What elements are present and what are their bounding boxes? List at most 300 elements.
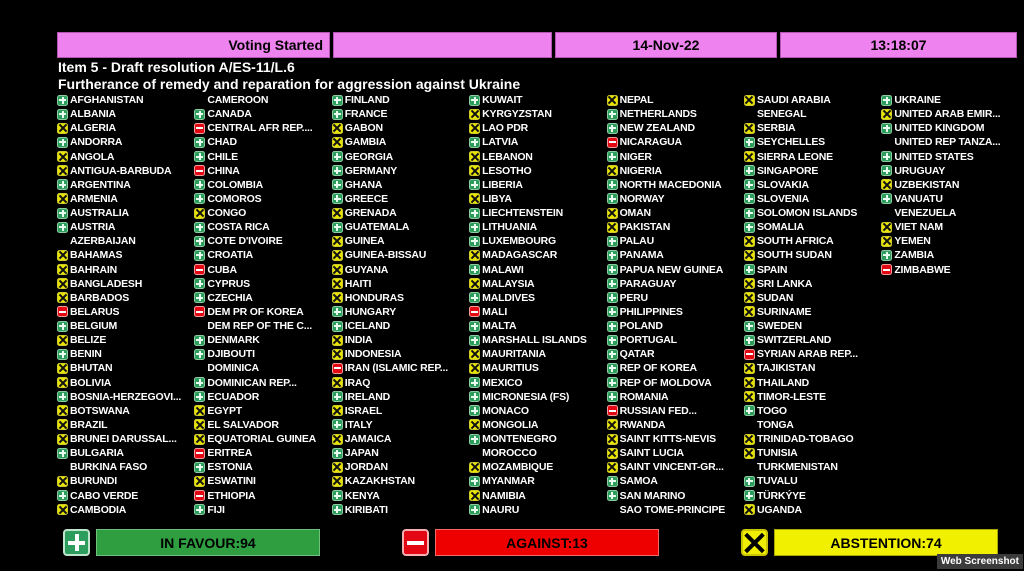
country-name: BELGIUM [70,320,118,333]
country-name: CAMEROON [207,94,269,107]
country-row [332,361,469,375]
in-favour-icon [744,165,755,176]
country-row [194,291,331,305]
in-favour-icon [332,419,343,430]
country-name: GUYANA [344,263,389,276]
abstention-icon [607,462,618,473]
country-name: UNITED KINGDOM [894,122,985,135]
country-row [607,347,744,361]
against-icon [607,137,618,148]
country-name: TIMOR-LESTE [756,390,826,403]
country-name: ZAMBIA [894,249,934,262]
in-favour-icon [607,377,618,388]
country-name: ISRAEL [344,404,383,417]
country-row [469,248,606,262]
country-name: ITALY [344,418,373,431]
country-row [881,192,1018,206]
country-row [881,220,1018,234]
in-favour-total [63,529,320,556]
against-icon [607,405,618,416]
country-name: LIECHTENSTEIN [482,207,563,220]
country-name: CENTRAL AFR REP.... [207,122,313,135]
country-name: FRANCE [344,108,388,121]
in-favour-icon [194,504,205,515]
in-favour-icon [607,179,618,190]
in-favour-icon [57,179,68,190]
in-favour-icon [57,137,68,148]
country-name: SIERRA LEONE [756,150,833,163]
country-name: ERITREA [207,447,253,460]
country-name: SAINT VINCENT-GR... [619,461,724,474]
in-favour-icon [469,208,480,219]
country-name: BAHAMAS [70,249,123,262]
against-icon [194,448,205,459]
country-row [881,206,1018,220]
country-row [744,192,881,206]
country-row [57,178,194,192]
country-row [194,376,331,390]
country-name: KUWAIT [482,94,523,107]
country-row [607,446,744,460]
abstention-icon [469,278,480,289]
country-name: CABO VERDE [70,489,139,502]
abstention-icon [332,137,343,148]
country-row [332,376,469,390]
country-row [57,333,194,347]
in-favour-icon [607,292,618,303]
country-row [332,333,469,347]
country-row [469,277,606,291]
abstention-icon [881,109,892,120]
abstention-icon [57,377,68,388]
country-row [469,404,606,418]
abstention-icon [469,151,480,162]
country-name: TUNISIA [756,447,798,460]
abstention-icon [57,363,68,374]
in-favour-icon [332,151,343,162]
country-row [57,503,194,517]
country-name: NEW ZEALAND [619,122,695,135]
country-row [744,333,881,347]
country-name: SLOVENIA [756,192,810,205]
country-name: EGYPT [207,404,242,417]
in-favour-icon [332,306,343,317]
in-favour-icon [194,292,205,303]
country-row [881,248,1018,262]
against-total [402,529,659,556]
country-name: MONGOLIA [482,418,539,431]
country-row [194,135,331,149]
country-row [607,361,744,375]
in-favour-icon [469,434,480,445]
abstention-icon [194,419,205,430]
country-row [744,93,881,107]
country-name: LESOTHO [482,164,532,177]
country-name: GREECE [344,192,388,205]
in-favour-icon [881,165,892,176]
country-name: EQUATORIAL GUINEA [207,433,316,446]
country-name: SOMALIA [756,221,804,234]
in-favour-icon [744,321,755,332]
against-icon [332,363,343,374]
country-row [332,248,469,262]
abstention-icon [194,208,205,219]
country-name: MARSHALL ISLANDS [482,334,587,347]
country-row [607,291,744,305]
country-row [607,489,744,503]
country-name: MYANMAR [482,475,535,488]
in-favour-icon [607,363,618,374]
country-row [744,248,881,262]
country-name: BURKINA FASO [70,461,148,474]
abstention-count: ABSTENTION:74 [774,529,998,556]
in-favour-icon [469,504,480,515]
country-row [332,192,469,206]
country-name: KIRIBATI [344,503,388,516]
abstention-icon [469,419,480,430]
country-row [194,446,331,460]
in-favour-icon [194,278,205,289]
country-row [469,432,606,446]
country-name: BURUNDI [70,475,118,488]
country-name: SURINAME [756,305,812,318]
country-name: MALAYSIA [482,277,535,290]
against-icon [469,306,480,317]
country-name: INDONESIA [344,348,402,361]
in-favour-icon [469,222,480,233]
vote-column [607,93,744,517]
country-name: UKRAINE [894,94,941,107]
country-row [744,319,881,333]
country-name: GUATEMALA [344,221,410,234]
in-favour-icon [194,462,205,473]
vote-column [881,93,1018,517]
in-favour-icon [194,109,205,120]
country-name: NAMIBIA [482,489,526,502]
in-favour-icon [194,377,205,388]
country-name: SAO TOME-PRINCIPE [619,503,726,516]
country-name: BRUNEI DARUSSAL... [70,433,177,446]
country-row [194,263,331,277]
country-name: COSTA RICA [207,221,270,234]
country-row [332,347,469,361]
country-name: SAUDI ARABIA [756,94,831,107]
country-row [469,220,606,234]
in-favour-count: IN FAVOUR:94 [96,529,320,556]
in-favour-icon [607,123,618,134]
country-row [744,150,881,164]
abstention-icon [332,278,343,289]
country-row [607,220,744,234]
country-row [57,107,194,121]
in-favour-icon [881,151,892,162]
abstention-icon [57,335,68,346]
abstention-icon [469,462,480,473]
country-row [469,192,606,206]
country-row [57,150,194,164]
abstention-icon [469,109,480,120]
country-name: MONTENEGRO [482,433,557,446]
in-favour-icon [194,179,205,190]
country-row [744,390,881,404]
country-row [607,150,744,164]
country-name: BULGARIA [70,447,124,460]
country-name: COTE D'IVOIRE [207,235,283,248]
in-favour-icon [194,250,205,261]
country-name: TAJIKISTAN [756,362,816,375]
country-name: SWEDEN [756,320,802,333]
country-name: MALTA [482,320,517,333]
country-name: SAN MARINO [619,489,686,502]
in-favour-icon [57,391,68,402]
country-row [469,121,606,135]
abstention-icon [57,123,68,134]
country-name: GABON [344,122,383,135]
in-favour-icon [469,292,480,303]
country-row [607,248,744,262]
abstention-icon [332,377,343,388]
against-icon [194,165,205,176]
country-name: GERMANY [344,164,398,177]
country-name: DENMARK [207,334,260,347]
abstention-icon [332,335,343,346]
country-row [332,503,469,517]
country-name: MALI [482,305,508,318]
in-favour-icon [744,264,755,275]
country-name: PORTUGAL [619,334,677,347]
country-row [607,404,744,418]
abstention-icon [469,490,480,501]
in-favour-icon [607,109,618,120]
country-row [744,503,881,517]
abstention-icon [744,448,755,459]
country-name: FINLAND [344,94,390,107]
country-row [57,460,194,474]
in-favour-icon [57,349,68,360]
time-cell: 13:18:07 [780,32,1017,58]
in-favour-icon [607,151,618,162]
abstention-icon [57,165,68,176]
abstention-icon [469,363,480,374]
country-name: CANADA [207,108,252,121]
in-favour-icon [744,335,755,346]
country-name: LIBERIA [482,178,523,191]
country-row [332,178,469,192]
country-row [607,418,744,432]
country-row [332,390,469,404]
country-row [332,460,469,474]
country-name: TURKMENISTAN [756,461,838,474]
country-name: ALGERIA [70,122,116,135]
country-name: TONGA [756,418,794,431]
abstention-icon [57,504,68,515]
country-name: ESWATINI [207,475,256,488]
web-screenshot-watermark: Web Screenshot [937,554,1023,569]
country-row [57,206,194,220]
in-favour-icon [469,476,480,487]
country-name: PERU [619,291,648,304]
country-row [881,121,1018,135]
country-name: PAKISTAN [619,221,671,234]
in-favour-icon [469,321,480,332]
country-name: MADAGASCAR [482,249,558,262]
country-name: MEXICO [482,376,523,389]
country-row [469,234,606,248]
in-favour-icon [332,222,343,233]
country-row [469,474,606,488]
country-row [607,305,744,319]
in-favour-icon [332,504,343,515]
country-name: SYRIAN ARAB REP... [756,348,858,361]
in-favour-icon [607,476,618,487]
vote-grid [57,93,1019,517]
country-row [881,107,1018,121]
against-icon [194,264,205,275]
country-name: QATAR [619,348,655,361]
country-name: THAILAND [756,376,810,389]
abstention-icon [469,250,480,261]
country-name: SRI LANKA [756,277,813,290]
in-favour-icon [744,193,755,204]
country-row [469,333,606,347]
country-name: MAURITIUS [482,362,539,375]
country-row [881,178,1018,192]
in-favour-icon [881,123,892,134]
country-row [332,220,469,234]
abstention-icon [332,476,343,487]
abstention-icon [57,151,68,162]
country-row [57,93,194,107]
abstention-icon [194,476,205,487]
in-favour-icon [469,405,480,416]
abstention-icon [469,193,480,204]
country-name: CONGO [207,207,247,220]
country-row [57,164,194,178]
country-row [744,164,881,178]
country-row [469,305,606,319]
country-name: DEM PR OF KOREA [207,305,304,318]
in-favour-icon [607,278,618,289]
country-row [607,164,744,178]
country-row [194,248,331,262]
country-row [57,474,194,488]
country-row [881,150,1018,164]
country-row [57,432,194,446]
abstention-icon [332,264,343,275]
country-name: ARGENTINA [70,178,131,191]
in-favour-icon [57,208,68,219]
country-row [881,263,1018,277]
country-row [607,263,744,277]
country-row [194,192,331,206]
in-favour-icon [744,490,755,501]
country-name: GAMBIA [344,136,387,149]
country-row [469,376,606,390]
country-row [469,503,606,517]
country-name: YEMEN [894,235,931,248]
in-favour-icon [194,349,205,360]
country-name: AUSTRIA [70,221,116,234]
abstention-icon [57,292,68,303]
country-name: SEYCHELLES [756,136,825,149]
country-row [57,305,194,319]
in-favour-icon [744,137,755,148]
country-name: BOLIVIA [70,376,112,389]
country-name: BENIN [70,348,102,361]
in-favour-icon [194,236,205,247]
country-name: SENEGAL [756,108,807,121]
country-row [332,404,469,418]
abstention-icon [57,193,68,204]
in-favour-icon [469,137,480,148]
country-row [469,150,606,164]
in-favour-icon [63,529,90,556]
country-name: MAURITANIA [482,348,546,361]
country-name: UNITED REP TANZA... [894,136,1001,149]
country-row [332,446,469,460]
country-name: BANGLADESH [70,277,143,290]
country-row [57,192,194,206]
in-favour-icon [57,109,68,120]
country-name: DOMINICA [207,362,259,375]
country-name: EL SALVADOR [207,418,279,431]
abstention-icon [881,236,892,247]
country-row [744,220,881,234]
country-name: GUINEA [344,235,385,248]
country-row [332,291,469,305]
country-row [744,305,881,319]
abstention-icon [744,123,755,134]
country-name: CUBA [207,263,237,276]
abstention-icon [332,292,343,303]
country-row [332,93,469,107]
country-name: INDIA [344,334,373,347]
in-favour-icon [194,391,205,402]
country-row [744,376,881,390]
country-row [57,121,194,135]
country-name: PANAMA [619,249,664,262]
status-bar [57,32,1017,58]
country-row [57,489,194,503]
country-row [194,390,331,404]
country-row [607,121,744,135]
in-favour-icon [57,321,68,332]
in-favour-icon [332,391,343,402]
country-row [469,107,606,121]
country-name: MOZAMBIQUE [482,461,554,474]
country-row [194,418,331,432]
country-name: NORTH MACEDONIA [619,178,722,191]
country-row [469,206,606,220]
totals-legend [0,529,1024,559]
abstention-icon [744,377,755,388]
country-row [744,361,881,375]
country-name: UNITED STATES [894,150,974,163]
country-row [194,333,331,347]
abstention-icon [607,419,618,430]
abstention-icon [332,349,343,360]
country-row [744,234,881,248]
country-row [881,164,1018,178]
country-name: MALAWI [482,263,524,276]
country-name: PARAGUAY [619,277,677,290]
against-icon [194,306,205,317]
country-name: LITHUANIA [482,221,537,234]
country-name: CYPRUS [207,277,250,290]
country-name: MONACO [482,404,529,417]
in-favour-icon [607,236,618,247]
country-name: SAINT KITTS-NEVIS [619,433,716,446]
